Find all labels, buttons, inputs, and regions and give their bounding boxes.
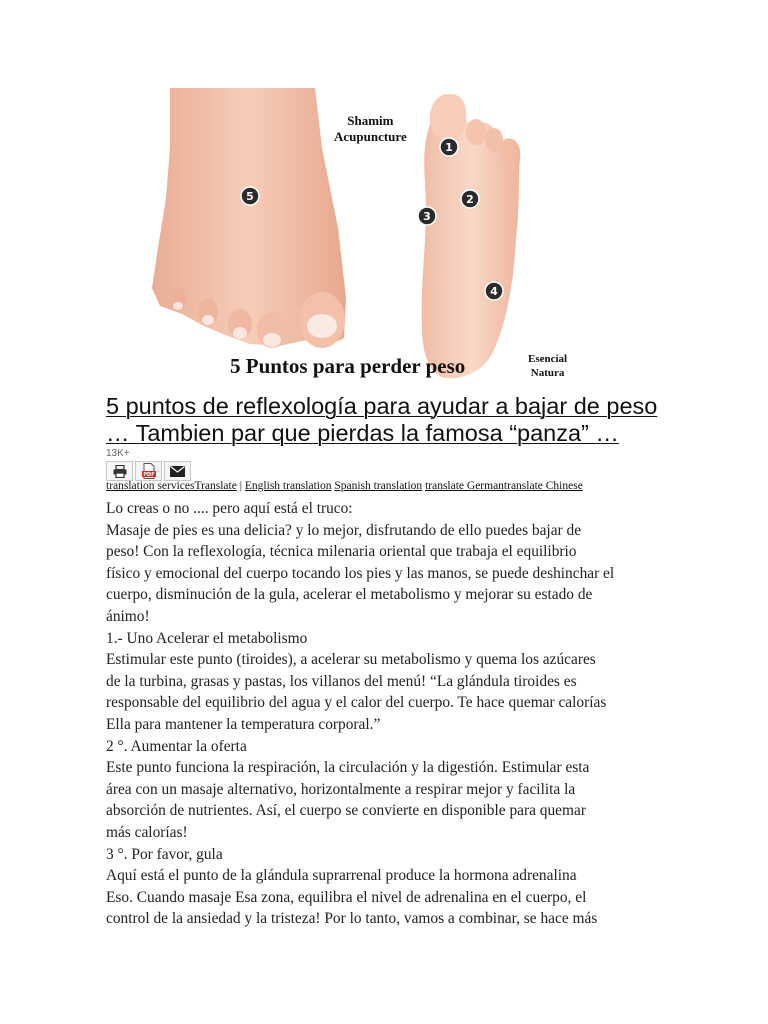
body-line: Masaje de pies es una delicia? y lo mejor, disfrutando de ello puedes bajar de — [106, 521, 582, 539]
body-line: Este punto funciona la respiración, la circulación y la digestión. Estimular esta — [106, 759, 590, 777]
body-line: peso! Con la reflexología, técnica milenaria oriental que trabaja el equilibrio — [106, 543, 577, 561]
email-button[interactable] — [164, 461, 191, 481]
point-marker-1 — [440, 138, 458, 156]
section-heading: 3 °. Por favor, gula — [106, 845, 223, 863]
point-marker-4 — [485, 282, 503, 300]
body-line: cuerpo, disminución de la gula, acelerar el metabolismo y mejorar su estado de — [106, 586, 593, 604]
print-button[interactable] — [106, 461, 133, 481]
brand-esencial-natura — [528, 352, 567, 380]
link-separator: | — [236, 480, 245, 492]
link-translate-german-chinese[interactable]: translate Germantranslate Chinese — [425, 480, 583, 492]
link-english-translation[interactable]: English translation — [244, 480, 332, 492]
svg-text:4: 4 — [490, 285, 498, 298]
body-line: Eso. Cuando masaje Esa zona, equilibra el nivel de adrenalina en el cuerpo, el — [106, 888, 587, 906]
point-marker-3 — [418, 207, 436, 225]
headline-line[interactable]: 5 puntos de reflexología para ayudar a bajar de peso — [106, 393, 658, 419]
body-line: de la turbina, grasas y pastas, los villanos del menú! “La glándula tiroides es — [106, 672, 577, 690]
email-icon — [170, 466, 185, 477]
body-line: área con un masaje alternativo, horizontalmente a respirar mejor y facilita la — [106, 780, 576, 798]
print-icon — [113, 465, 127, 478]
right-foot-sole — [422, 94, 521, 378]
svg-text:5: 5 — [246, 190, 254, 203]
body-line: Estimular este punto (tiroides), a acelerar su metabolismo y quema los azúcares — [106, 651, 596, 669]
body-line: físico y emocional del cuerpo tocando los pies y las manos, se puede deshinchar el — [106, 564, 615, 582]
brand-shamim-acupuncture — [334, 113, 407, 145]
body-line: control de la ansiedad y la tristeza! Por lo tanto, vamos a combinar, se hace más — [106, 910, 598, 928]
article-headline[interactable] — [106, 393, 666, 447]
share-toolbar — [106, 461, 193, 481]
link-spanish-translation[interactable]: Spanish translation — [334, 480, 423, 492]
body-line: Aquí está el punto de la glándula suprarrenal produce la hormona adrenalina — [106, 867, 577, 885]
brand-line: Natura — [530, 367, 565, 379]
body-line: absorción de nutrientes. Así, el cuerpo se convierte en disponible para quemar — [106, 802, 586, 820]
left-foot — [152, 88, 346, 348]
svg-text:1: 1 — [445, 141, 453, 154]
article-body — [106, 498, 666, 930]
body-line: responsable del equilibrio del agua y el calor del cuerpo. Te hace quemar calorías — [106, 694, 607, 712]
translation-links — [106, 480, 583, 492]
link-translation-services[interactable]: translation servicesTranslate — [106, 480, 237, 492]
svg-text:PDF: PDF — [142, 472, 155, 478]
section-heading: 2 °. Aumentar la oferta — [106, 737, 247, 755]
image-caption: 5 Puntos para perder peso — [230, 354, 466, 378]
body-line: ánimo! — [106, 607, 150, 625]
pdf-button[interactable] — [135, 461, 162, 481]
brand-line: Shamim — [347, 113, 394, 128]
svg-text:2: 2 — [466, 193, 474, 206]
body-line: Ella para mantener la temperatura corporal.” — [106, 715, 381, 733]
headline-line[interactable]: … Tambien par que pierdas la famosa “panza” … — [106, 420, 619, 446]
section-heading: 1.- Uno Acelerar el metabolismo — [106, 629, 308, 647]
pdf-icon — [141, 463, 157, 479]
point-marker-2 — [461, 190, 479, 208]
body-line: más calorías! — [106, 823, 188, 841]
svg-text:3: 3 — [423, 210, 431, 223]
point-marker-5 — [241, 187, 259, 205]
brand-line: Esencial — [528, 353, 568, 365]
share-count: 13K+ — [106, 448, 130, 459]
brand-line: Acupuncture — [334, 129, 407, 144]
body-line: Lo creas o no .... pero aquí está el truco: — [106, 500, 353, 517]
